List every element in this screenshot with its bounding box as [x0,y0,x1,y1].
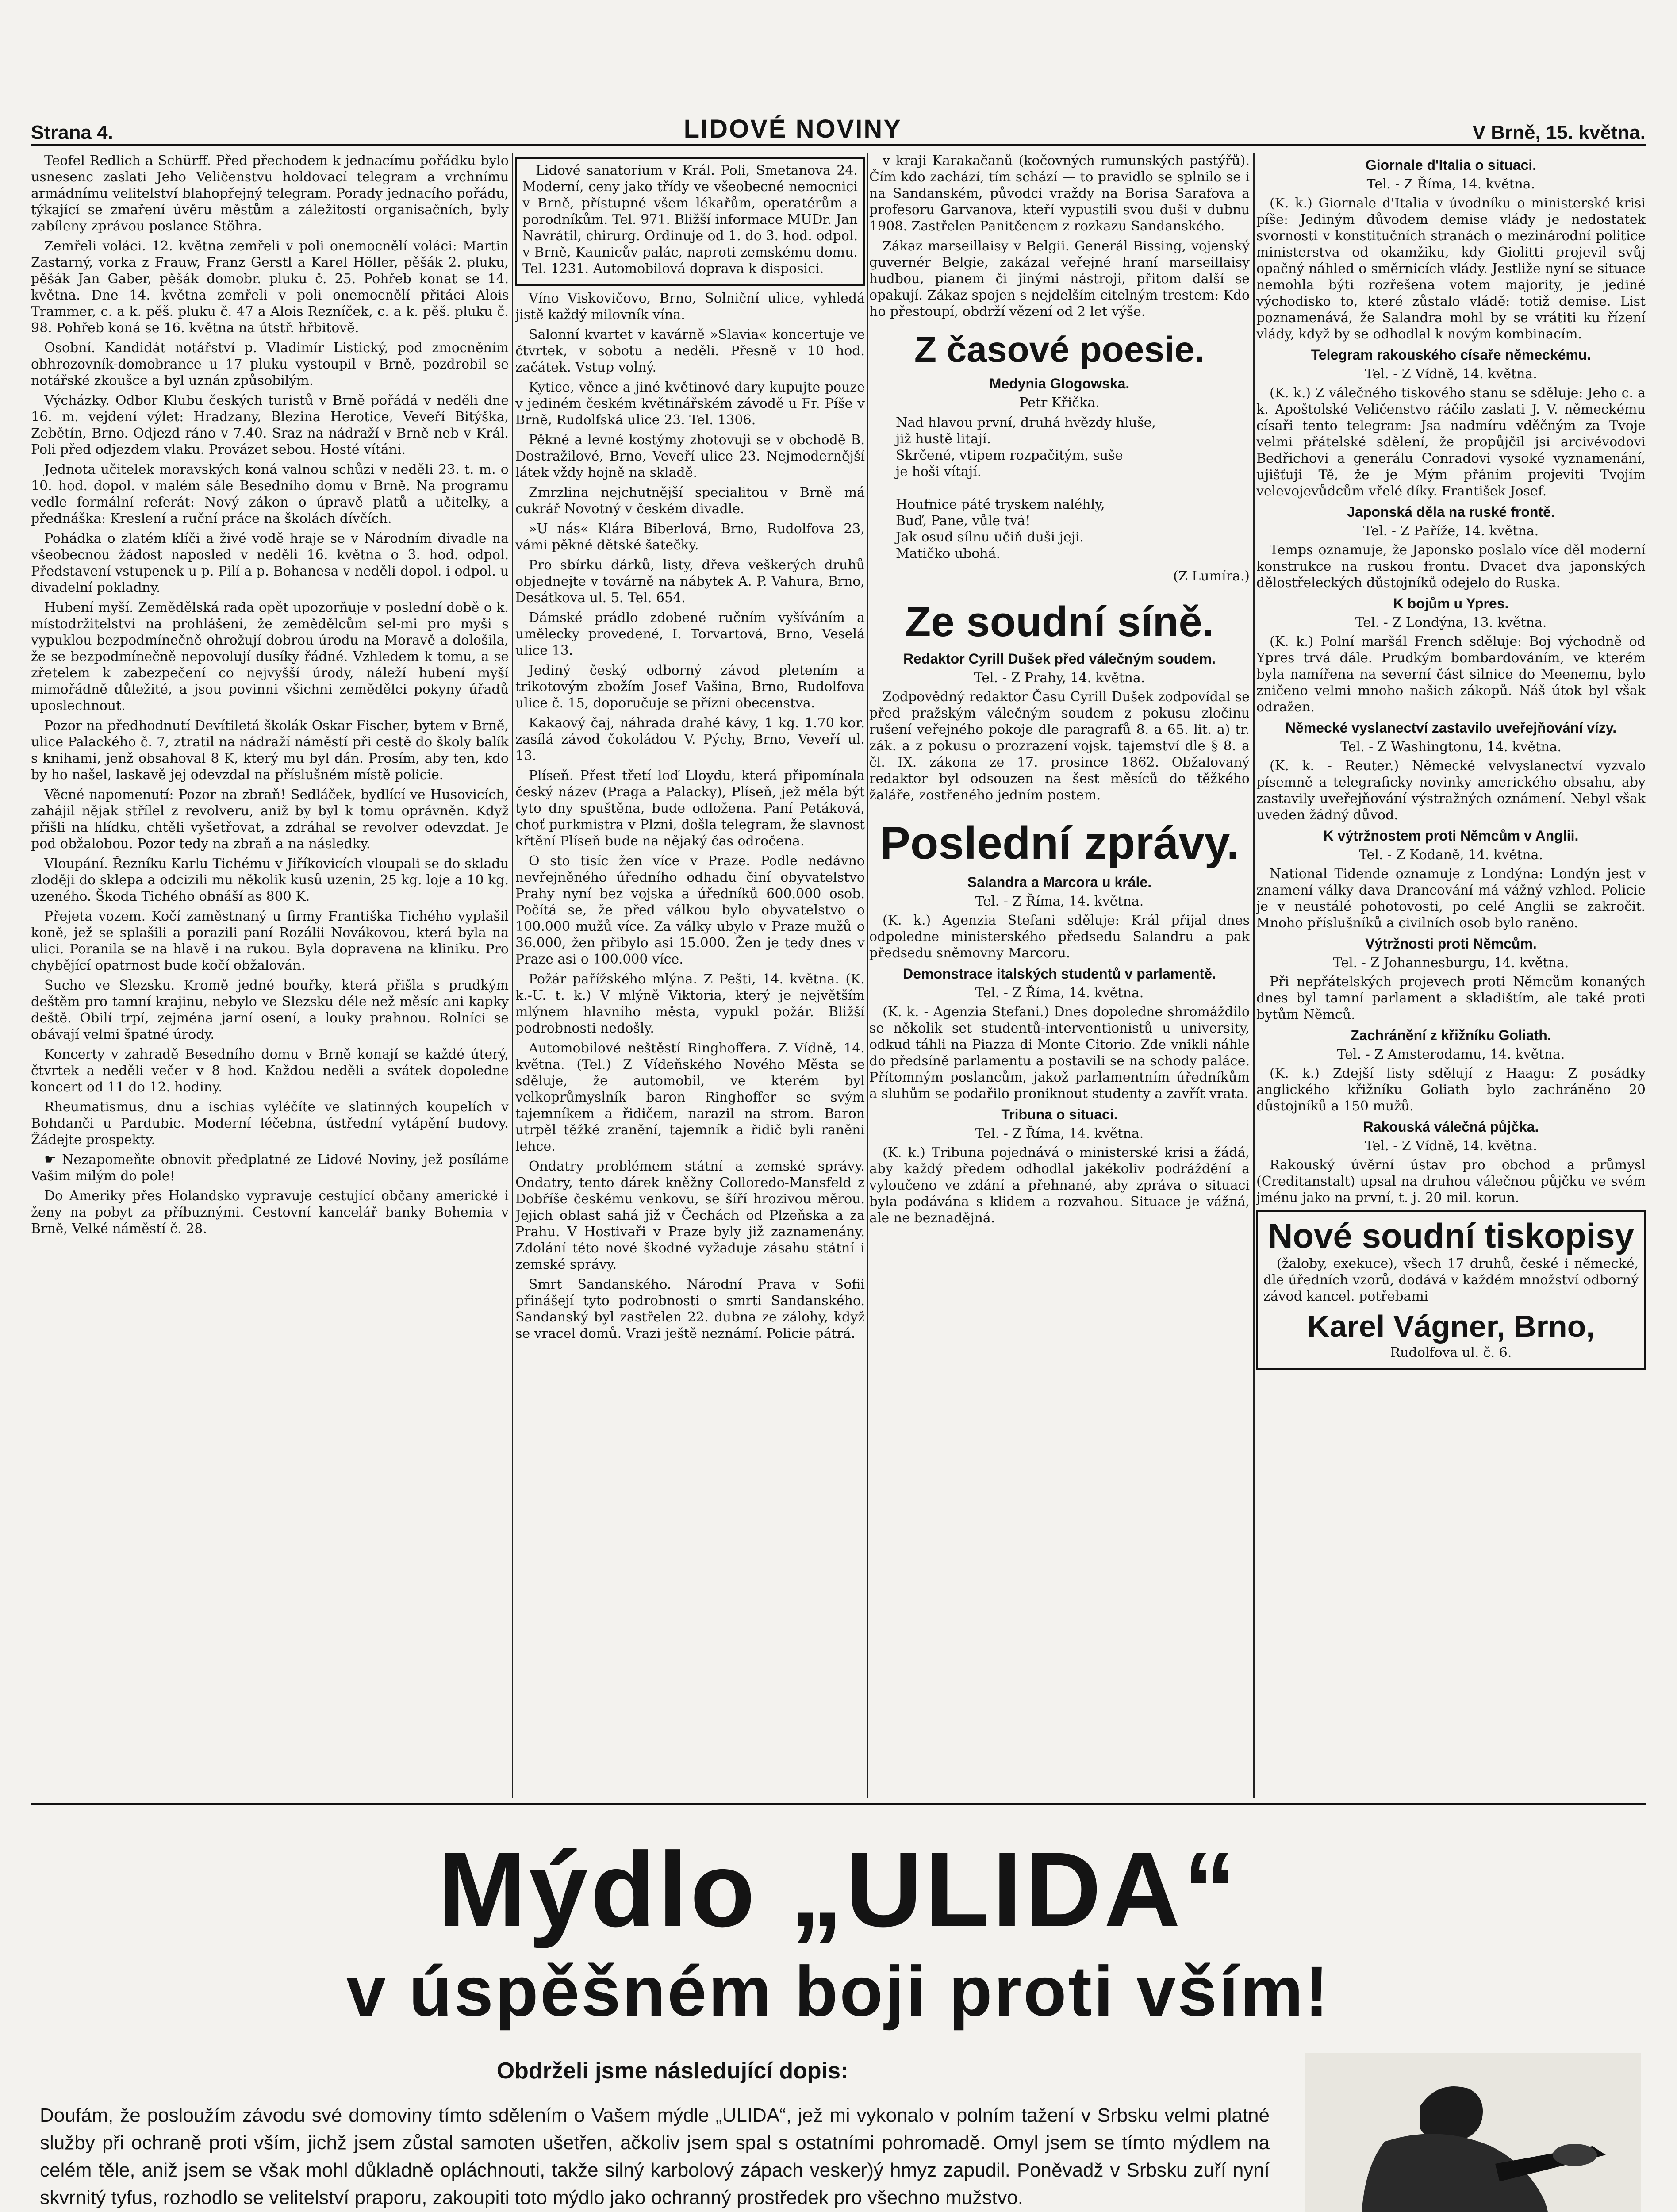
article: Jednota učitelek moravských koná valnou schůzi v neděli 23. t. m. o 10. hod. dopol. v malém sále Besedního domu v Brně. Na programu vedle formální referát: Nový zákon o úpravě platů a učitelky, a přednáška: Kreslení a ruční práce na školách dívčích. [31,462,509,526]
article: (K. k.) Agenzia Stefani sděluje: Král přijal dnes odpoledne ministerského předsedu Salandru a pak předsedu sněmovny Marcoru. [869,913,1250,961]
news-headline: K výtržnostem proti Němcům v Anglii. [1323,828,1579,844]
court-headline: Redaktor Cyrill Dušek před válečným soudem. [903,651,1216,667]
article: Temps oznamuje, že Japonsko poslalo více děl moderní konstrukce na ruskou frontu. Dvacet dva japonských dělostřeleckých důstojníků odejelo do Ruska. [1256,542,1646,591]
article: Pohádka o zlatém klíči a živé vodě hraje se v Národním divadle na všeobecnou žádost naposled v neděli 16. května o 3. hod. odpol. Představení vstupenek u p. Pilí a p. Bohanesa v neděli dopol. i odpol. u divadelní pokladny. [31,531,509,595]
article: Rakouský úvěrní ústav pro obchod a průmysl (Creditanstalt) upsal na druhou válečnou půjčku ve svém jménu jako na první, t. j. 20 mil. korun. [1256,1157,1646,1206]
article: Hubení myší. Zemědělská rada opět upozorňuje v poslední době o k. místodržitelství na prohlášení, že zemědělcům sel-mi pro myši s vypuklou bezpodmínečně ohrožují dobrou úrodu na Moravě a dološila, že se bezpodmínečně nepovolují dusíky řádné. Vzhledem k tomu, a se zřetelem k zabezpečení co nejvyšší úrody, náleží hubení myší mimořádně důležité, a jsou povinni všichni zemědělci pokyny úřadů uposlechnout. [31,600,509,714]
news-headline: Výtržnosti proti Němcům. [1365,936,1537,952]
news-headline: Salandra a Marcora u krále. [967,874,1152,890]
article: v kraji Karakačanů (kočovných rumunských pastýřů). Čím kdo zachází, tím schází — to pravidlo se splnilo se i na Sandanském, původci vraždy na Borisa Sarafova a profesoru Garvanova, kteří vypustili svou duši v dubnu 1908. Zastřelen Panitčenem z rozkazu Sandanského. [869,153,1250,234]
section-title-latest-news: Poslední zprávy. [879,818,1240,869]
article: Osobní. Kandidát notářství p. Vladimír Listický, pod zmocněním obhrozovník-domobrance u 17 pluku vystoupil v Brně, pozdrobil se notářské zkoušce a byl uznán způsobilým. [31,340,509,388]
poem-text: Nad hlavou první, druhá hvězdy hluše, již hustě litají. Skrčené, vtipem rozpačitým, suše je hoši vítají. Houfnice páté tryskem naléhly, Buď, Pane, vůle tvá! Jak osud sílnu učiň duši jeji. Matičko ubohá. [896,415,1156,561]
dateline: Tel. - Z Washingtonu, 14. května. [1340,739,1562,755]
article: Přejeta vozem. Kočí zaměstnaný u firmy Františka Tichého vyplašil koně, jež se splašili a porazili paní Rozálii Novákovou, která byla na ulici. Poranila se na hlavě i na rukou. Byla dopravena na kliniku. Pro chybějící opatrnost bude kočí obžalován. [31,909,509,973]
news-headline: Japonská děla na ruské frontě. [1347,504,1555,520]
classified: Pěkné a levné kostýmy zhotovuji se v obchodě B. Dostražilové, Brno, Veveří ulice 23. Nejmodernější látek vždy hojně na skladě. [515,432,865,480]
dateline: Tel. - Z Vídně, 14. května. [1365,366,1537,382]
article: (K. k. - Agenzia Stefani.) Dnes dopoledne shromáždilo se několik set studentů-interventionistů u university, odkud táhli na Piazza di Monte Citorio. Zde vnikli náhle do předsíně parlamentu a postavili se na schody paláce. Přítomným poslancům, jakož parlamentním úředníkům a sluhům se podařilo proniknout studenty a zavřít vrata. [869,1004,1250,1102]
ad-text: Lidové sanatorium v Král. Poli, Smetanova 24. Moderní, ceny jako třídy ve všeobecné nemocnici v Brně, přístupné všem lékařům, operatérům a porodníkům. Tel. 971. Bližší informace MUDr. Jan Navrátil, chirurg. Ordinuje od 1. do 3. hod. odpol. v Brně, Kaunicův palác, naproti zemskému domu. Tel. 1231. Automobilová doprava k disposici. [522,163,858,276]
news-headline: Demonstrace italských studentů v parlamentě. [903,966,1216,982]
article: Plíseň. Přest třetí loď Lloydu, která připomínala český název (Praga a Palacky), Plíseň, jež měla být tyto dny spuštěna, bude odložena. Paní Petáková, choť purkmistra v Plzni, došla telegram, že slavnost křtění Plíseň bude na nějaký čas odročena. [515,768,865,849]
article: Koncerty v zahradě Besedního domu v Brně konají se každé úterý, čtvrtek a neděli večer v 8 hod. Každou neděli a svátek dopoledne koncert od 11 do 12. hodiny. [31,1047,509,1095]
article: Zodpovědný redaktor Času Cyrill Dušek zodpovídal se před pražským válečným soudem z pokusu zločinu rušení veřejného pokoje dle paragrafů 8. a 65. lit. a) tr. zák. a z pokusu o prozrazení vojsk. tajemství dle § 8. a čl. IX. zákona ze 17. prosince 1862. Obžalovaný redaktor byl odsouzen na šest měsíců do těžkého žaláře, zostřeného jedním postem. [869,689,1250,803]
ad-address: Rudolfova ul. č. 6. [1390,1345,1512,1360]
dateline: Tel. - Z Paříže, 14. května. [1363,523,1539,539]
article: Do Ameriky přes Holandsko vypravuje cestující občany americké i ženy na pobyt za příbuznými. Cestovní kancelář banky Bohemia v Brně, Velké náměstí č. 28. [31,1188,509,1237]
column-poetry-court-news [869,153,1250,1798]
ad-headline: Mýdlo „ULIDA“ [437,1830,1239,1949]
article: Zákaz marseillaisy v Belgii. Generál Bissing, vojenský guvernér Belgie, zakázal veřejné hraní marseillaisy hudbou, pianem či jinými nástroji, přitom další se opakují. Zákaz spojen s nejdelším citelným trestem: Kdo ho přestoupí, obdrží vězení od 2 let výše. [869,238,1250,319]
classified: Zmrzlina nejchutnější specialitou v Brně má cukrář Novotný v českém divadle. [515,485,865,517]
ad-text: (žaloby, exekuce), všech 17 druhů, české i německé, dle úředních vzorů, dodává v každém množství odborný závod kancel. potřebami [1263,1256,1639,1304]
column-classifieds [515,153,865,1798]
soap-advertisement [31,1803,1646,2212]
poem-source: (Z Lumíra.) [1173,568,1250,584]
dateline: Tel. - Z Kodaně, 14. května. [1359,847,1543,863]
dateline: Tel. - Z Prahy, 14. května. [974,670,1145,686]
article: (K. k.) Giornale d'Italia v úvodníku o ministerské krisi píše: Jediným důvodem demise vlády je nedostatek svornosti v konstitučních stranách o mezinárodní politice ministerstva od okamžiku, kdy Giolitti projevil svůj opačný náhled o směrnicích vlády. Jestliže nyní se situace nemohla býti rozřešena votem majority, je jediné východisko to, které zůstalo vládě: totiž demise. List poznamenává, že Salandra mohl by se vrátiti ku řízení vlády, když by se odhodlal k novým kombinacím. [1256,196,1646,342]
news-headline: Giornale d'Italia o situaci. [1365,157,1537,173]
page-header [31,113,1646,146]
classified: »U nás« Klára Biberlová, Brno, Rudolfova 23, vámi pěkné dětské šatečky. [515,521,865,553]
newspaper-title: LIDOVÉ NOVINY [683,115,902,143]
sanatorium-ad [515,157,865,286]
section-title-poetry: Z časové poesie. [914,330,1205,370]
soldier-icon [1305,2053,1641,2212]
classified: Salonní kvartet v kavárně »Slavia« koncertuje ve čtvrtek, v sobotu a neděli. Přesně v 10 hod. začátek. Vstup volný. [515,327,865,375]
article: Smrt Sandanského. Národní Prava v Sofii přinášejí tyto podrobnosti o smrti Sandanského. Sandanský byl zastřelen 22. dubna ze zálohy, když se vracel domů. Vrazi ještě neznámí. Policie pátrá. [515,1277,865,1341]
column-divider [867,153,868,1798]
article: Požár pařížského mlýna. Z Pešti, 14. května. (K. k.-U. t. k.) V mlýně Viktoria, který je největším mlýnem hlavního města, vypukl požár. Bližší podrobnosti nedošly. [515,972,865,1036]
poem-author: Petr Křička. [1019,395,1100,411]
dateline: Tel. - Z Říma, 14. května. [975,985,1144,1001]
classified: Jediný český odborný závod pletením a trikotovým zbožím Josef Vašina, Brno, Rudolfova ulice č. 15, doporučuje se přízni obecenstva. [515,663,865,711]
news-headline: Tribuna o situaci. [1001,1106,1118,1122]
dateline: Tel. - Z Říma, 14. května. [975,894,1144,909]
forms-advertisement [1256,1210,1646,1370]
classified: Kakaový čaj, náhrada drahé kávy, 1 kg. 1.70 kor. zasílá závod čokoládou V. Pýchy, Brno, Veveří ul. 13. [515,715,865,764]
ad-title: Nové soudní tiskopisy [1268,1216,1634,1255]
ad-company: Karel Vágner, Brno, [1307,1309,1595,1344]
ad-letter: Doufám, že posloužím závodu své domoviny tímto sdělením o Vašem mýdle „ULIDA“, jež mi vykonalo v polním tažení v Srbsku velmi platné služby při ochraně proti vším, jichž jsem zůstal samoten ušetřen, ačkoliv jsem spal s ostatními pohromadě. Omyl jsem se tímto mýdlem na celém těle, aniž jsem se však mohl důkladně opláchnouti, takže silný karbolový zápach vesker)ý hmyz zapudil. Poněvadž v Srbsku zuří nyní skvrnitý tyfus, rozhodlo se velitelství praporu, zakoupiti toto mýdlo jako ochranný prostředek pro všechno mužstvo. [40,2104,1270,2208]
article: Výcházky. Odbor Klubu českých turistů v Brně pořádá v neděli dne 16. m. vejdení výlet: Hradzany, Blezina Herotice, Veveří Bitýška, Zebětín, Brno. Odjezd ráno v 7.40. Sraz na nádraží v Brně neb v Král. Poli před odjezdem vlaku. Provázet sebou. Hosté vítáni. [31,393,509,457]
article: (K. k.) Tribuna pojednává o ministerské krisi a žádá, aby každý předem odhodlal jakékoliv podráždění a vyloučeno ve zdání a přehnané, aby zpráva o situaci byla podávána s klidem a rozvahou. Situace je vážná, ale ne beznadějná. [869,1145,1250,1226]
article: (K. k.) Z válečného tiskového stanu se sděluje: Jeho c. a k. Apoštolské Veličenstvo ráčilo zaslati J. V. německému císaři tento telegram: Jsa nadmíru vděčným za Tvoje velmi přátelské sdělení, že propůjčil jsi arcivévodovi Bedřichovi a generálu Conradovi vysoké vyznamenání, ujišťuji Tě, že je Mým přáním projeviti Tvojím velevojevůdcům vřelé díky. František Josef. [1256,385,1646,499]
article: Pozor na předhodnutí Devítiletá školák Oskar Fischer, bytem v Brně, ulice Palackého č. 7, ztratil na nádraží náměstí při cestě do školy balík s knihami, jenž obsahoval 8 K, který mu byl dán. Prosím, aby ten, kdo by ho našel, laskavě jej odevzdal na příslušném místě policie. [31,718,509,783]
column-divider [1253,153,1255,1798]
classified: Pro sbírku dárků, listy, dřeva veškerých druhů objednejte v továrně na nábytek A. P. Vahura, Brno, Desátkova ul. 5. Tel. 654. [515,557,865,606]
article: O sto tisíc žen více v Praze. Podle nedávno nevřejněného úředního odhadu činí obyvatelstvo Prahy nyní bez vojska a úředníků 600.000 osob. Počítá se, že před válkou bylo obyvatelstvo o 100.000 mužů více. Za války ubylo v Praze mužů o 36.000, žen přibylo asi 15.000. Žen je tedy dnes v Praze asi o 100.000 více. [515,853,865,967]
article: Při nepřátelských projevech proti Němcům konaných dnes byl tamní parlament a skladištím, ale také proti bytům Němců. [1256,974,1646,1022]
poem-title: Medynia Glogowska. [989,376,1130,392]
article: ☛ Nezapomeňte obnovit předplatné ze Lidové Noviny, jež posíláme Vašim milým do pole! [31,1152,509,1184]
news-headline: Zachránění z křižníku Goliath. [1351,1027,1551,1043]
article: Sucho ve Slezsku. Kromě jedné bouřky, která přišla s prudkým deštěm pro tamní krajinu, nebylo ve Slezsku déle než měsíc ani kapky deště. Obilí trpí, zejména jarní osení, a louky prahnou. Rolníci se obávají velmi špatné úrody. [31,978,509,1042]
column-divider [512,153,513,1798]
article: Rheumatismus, dnu a ischias vyléčíte ve slatinných koupelích v Bohdanči u Pardubic. Moderní léčebna, ústřední vytápění budovy. Žádejte prospekty. [31,1099,509,1148]
column-telegrams [1256,153,1646,1798]
column-local-news [31,153,509,1798]
article: Zemřeli voláci. 12. května zemřeli v poli onemocnělí voláci: Martin Zastarný, vorka z Frauw, Franz Gerstl a Karel Höller, pěšák 2. pluku, pěšák Jan Gaber, pěšák domobr. pluku č. 25. Pohřeb konat se 14. května. Dne 14. května zemřeli v poli onemocnělí přitáci Alois Trammer, c. a k. pěš. pluku č. 47 a Alois Rezníček, c. a k. pěš. pluku č. 98. Pohřeb koná se 16. května na útstř. hřbitově. [31,238,509,336]
ad-subheadline: v úspěšném boji proti vším! [346,1951,1330,2031]
news-headline: Německé vyslanectví zastavilo uveřejňování vízy. [1285,720,1617,736]
dateline: Tel. - Z Johannesburgu, 14. května. [1333,955,1569,971]
pointing-hand-icon: ☛ [44,1152,62,1167]
dateline: Tel. - Z Londýna, 13. května. [1355,615,1547,630]
dateline: Tel. - Z Vídně, 14. května. [1365,1138,1537,1154]
news-headline: Telegram rakouského císaře německému. [1311,347,1591,363]
article: National Tidende oznamuje z Londýna: Londýn jest v znamení války dava Drancování má vážný vzhled. Policie je v neustálé pohotovosti, po celé Anglii se zakročit. Mnoho příslušníků a civilních osob bylo raněno. [1256,866,1646,931]
issue-date: V Brně, 15. května. [1472,122,1646,143]
dateline: Tel. - Z Amsterodamu, 14. května. [1337,1047,1565,1062]
section-title-court: Ze soudní síně. [905,598,1214,645]
news-headline: K bojům u Ypres. [1393,595,1509,611]
article: Věcné napomenutí: Pozor na zbraň! Sedláček, bydlící ve Husovicích, zahájil nějak střílel z revolveru, aniž by byl k tomu oprávněn. Když přišli na hlídku, chtěli vyšetřovat, a zdráhal se revolver odevzdat. Je pod obžalobou. Pozor tedy na zbraň a na následky. [31,787,509,852]
dateline: Tel. - Z Říma, 14. května. [1366,177,1535,192]
article: Vloupání. Řezníku Karlu Tichému v Jiříkovicích vloupali se do skladu zloději do sklepa a odcizili mu několik kusů uzenin, 25 kg. loje a 10 kg. uzeného. Škoda Tichého obnáší as 800 K. [31,856,509,904]
article: (K. k. - Reuter.) Německé velvyslanectví vyzvalo písemně a telegraficky novinky amerického obsahu, aby zastavily uveřejňování výstražných oznámení. Nebyl však uveden žádný důvod. [1256,758,1646,823]
article: (K. k.) Polní maršál French sděluje: Boj východně od Ypres trvá dále. Prudkým bombardováním, ve kterém byla namířena na severní část silnice do Meenemu, bylo zničeno velmi mnoho našich zákopů. Náš útok byl však odražen. [1256,634,1646,715]
news-headline: Rakouská válečná půjčka. [1363,1119,1539,1135]
classified: Kytice, věnce a jiné květinové dary kupujte pouze v jediném českém květinářském závodě u Fr. Píše v Brně, Rudolfská ulice 23. Tel. 1306. [515,380,865,428]
ad-intro: Obdrželi jsme následující dopis: [496,2058,848,2084]
classified: Víno Viskovičovo, Brno, Solniční ulice, vyhledá jistě každý milovník vína. [515,291,865,323]
article: Ondatry problémem státní a zemské správy. Ondatry, tento dárek kněžny Colloredo-Mansfeld z Dobříše českému venkovu, se šíří hrozivou měrou. Jejich oblast sahá již v Čechách od Plzeňska a za Prahu. V Hostivaři v Praze byly již zaznamenány. Zdolání této nové škodné vyžaduje zásahu státní i zemské správy. [515,1159,865,1272]
classified: Dámské prádlo zdobené ručním vyšíváním a umělecky provedené, I. Torvartová, Brno, Veselá ulice 13. [515,610,865,658]
article: (K. k.) Zdejší listy sdělují z Haagu: Z posádky anglického křižníku Goliath bylo zachráněno 20 důstojníků a 150 mužů. [1256,1066,1646,1114]
article: Teofel Redlich a Schürff. Před přechodem k jednacímu pořádku bylo usnesenc zaslati Jeho Veličenstvu holdovací telegram a vrchnímu armádnímu velitelství blahopřejný telegram. Porady jednacího pořádu, týkající se zmaření úvěru městům a záležitostí organisačních, byly zabíleny zprávou poslance Stöhra. [31,153,509,234]
page-number: Strana 4. [31,122,113,143]
dateline: Tel. - Z Říma, 14. května. [975,1126,1144,1141]
article: Automobilové neštěstí Ringhoffera. Z Vídně, 14. května. (Tel.) Z Vídeňského Nového Města se sděluje, že automobil, ve kterém byl velkoprůmyslník baron Ringhoffer se svým tajemníkem a řidičem, narazil na strom. Baron utrpěl těžké zranění, tajemník a řidič byli raněni lehce. [515,1041,865,1154]
